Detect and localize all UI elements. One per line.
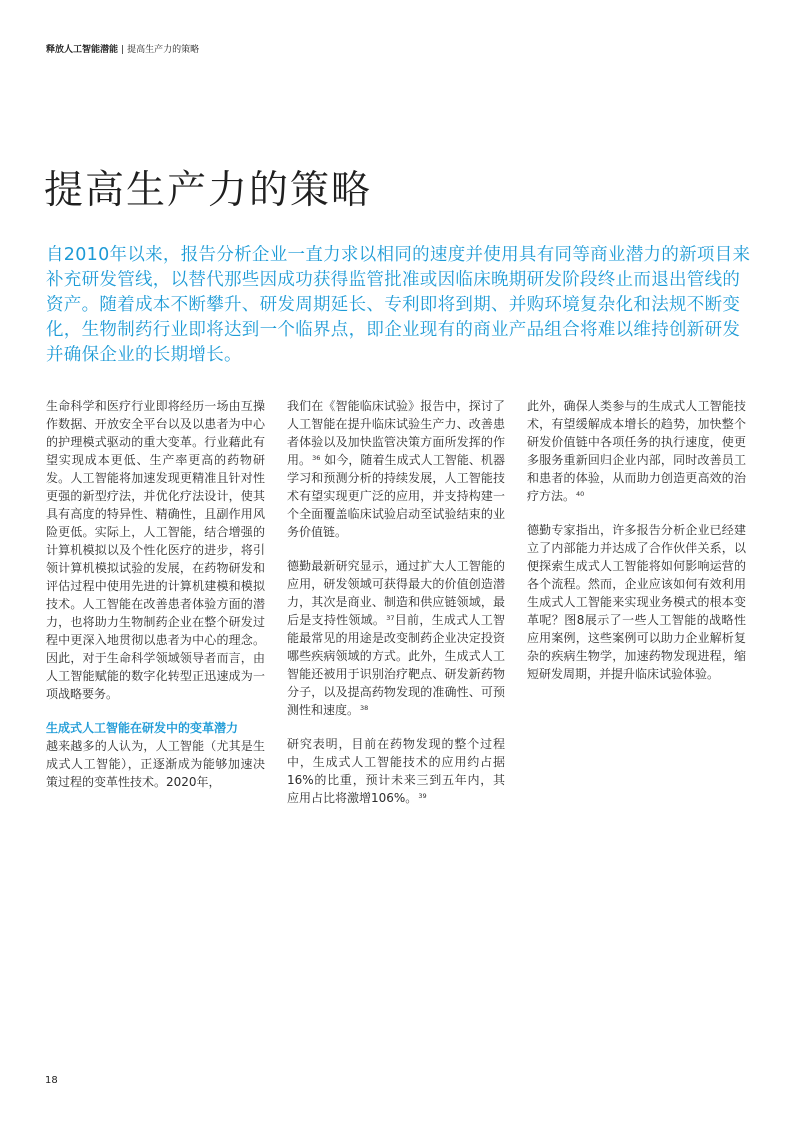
body-paragraph (46, 719, 265, 791)
body-text: 研究表明，目前在药物发现的整个过程中，生成式人工智能技术的应用约占据16%的比重，预计未来三到五年内，其应用占比将激增106%。 (287, 737, 505, 805)
endnote-ref: 40 (576, 490, 585, 498)
running-header (46, 44, 199, 56)
body-text: 我们在《智能临床试验》报告中，探讨了人工智能在提升临床试验生产力、改善患者体验以及加快监管决策方面所发挥的作用。 (287, 399, 505, 467)
endnote-ref: 39 (418, 792, 427, 800)
text-column-3 (527, 397, 746, 699)
lead-paragraph: 自2010年以来，报告分析企业一直力求以相同的速度并使用具有同等商业潜力的新项目来补充研发管线，以替代那些因成功获得监管批准或因临床晚期研发阶段终止而退出管线的资产。随着成本不断攀升、研发周期延长、专利即将到期、并购环境复杂化和法规不断变化，生物制药行业即将达到一个临界点，即企业现有的商业产品组合将难以维持创新研发并确保企业的长期增长。 (46, 245, 751, 365)
body-text: 目前，生成式人工智能最常见的用途是改变制药企业决定投资哪些疾病领域的方式。此外，生成式人工智能还被用于识别治疗靶点、研发新药物分子，以及提高药物发现的准确性、可预测性和速度。 (287, 613, 505, 717)
body-paragraph (287, 557, 505, 719)
body-text: 如今，随着生成式人工智能、机器学习和预测分析的持续发展，人工智能技术有望实现更广泛的应用，并支持构建一个全面覆盖临床试验启动至试验结束的业务价值链。 (287, 453, 505, 539)
text-column-1 (46, 397, 265, 791)
report-title: 释放人工智能潜能 (46, 45, 119, 55)
endnote-ref: 38 (360, 704, 369, 712)
body-paragraph: 德勤专家指出，许多报告分析企业已经建立了内部能力并达成了合作伙伴关系，以便探索生成式人工智能将如何影响运营的各个流程。然而，企业应该如何有效利用生成式人工智能来实现业务模式的根本变革呢？图8展示了一些人工智能的战略性应用案例，这些案例可以助力企业解析复杂的疾病生物学，加速药物发现进程，缩短研发周期，并提升临床试验体验。 (527, 523, 746, 681)
section-subheading: 生成式人工智能在研发中的变革潜力 (46, 721, 239, 735)
body-paragraph (527, 397, 746, 505)
page-title: 提高生产力的策略 (44, 168, 373, 213)
body-text: 此外，确保人类参与的生成式人工智能技术，有望缓解成本增长的趋势，加快整个研发价值链中各项任务的执行速度，使更多服务重新回归企业内部，同时改善员工和患者的体验，从而助力创造更高效的治疗方法。 (527, 399, 746, 503)
body-paragraph (287, 397, 505, 541)
page-number: 18 (45, 1075, 58, 1086)
text-column-2 (287, 397, 505, 823)
header-separator: | (121, 45, 125, 55)
body-paragraph: 生命科学和医疗行业即将经历一场由互操作数据、开放安全平台以及以患者为中心的护理模式驱动的重大变革。行业藉此有望实现成本更低、生产率更高的药物研发。人工智能将加速发现更精准且针对性更强的新型疗法，并优化疗法设计，使其具有高度的特异性、精确性，且副作用风险更低。实际上，人工智能，结合增强的计算机模拟以及个性化医疗的进步，将引领计算机模拟试验的发展，在药物研发和评估过程中使用先进的计算机建模和模拟技术。人工智能在改善患者体验方面的潜力，也将助力生物制药企业在整个研发过程中更深入地贯彻以患者为中心的理念。因此，对于生命科学领域领导者而言，由人工智能赋能的数字化转型正迅速成为一项战略要务。 (46, 399, 265, 701)
body-paragraph (287, 735, 505, 807)
endnote-ref: 37 (386, 614, 395, 622)
section-title: 提高生产力的策略 (127, 45, 200, 55)
endnote-ref: 36 (312, 454, 321, 462)
body-text: 越来越多的人认为，人工智能（尤其是生成式人工智能），正逐渐成为能够加速决策过程的变革性技术。2020年， (46, 739, 265, 789)
body-text: 德勤最新研究显示，通过扩大人工智能的应用，研发领域可获得最大的价值创造潜力，其次是商业、制造和供应链领域，最后是支持性领域。 (287, 559, 505, 627)
